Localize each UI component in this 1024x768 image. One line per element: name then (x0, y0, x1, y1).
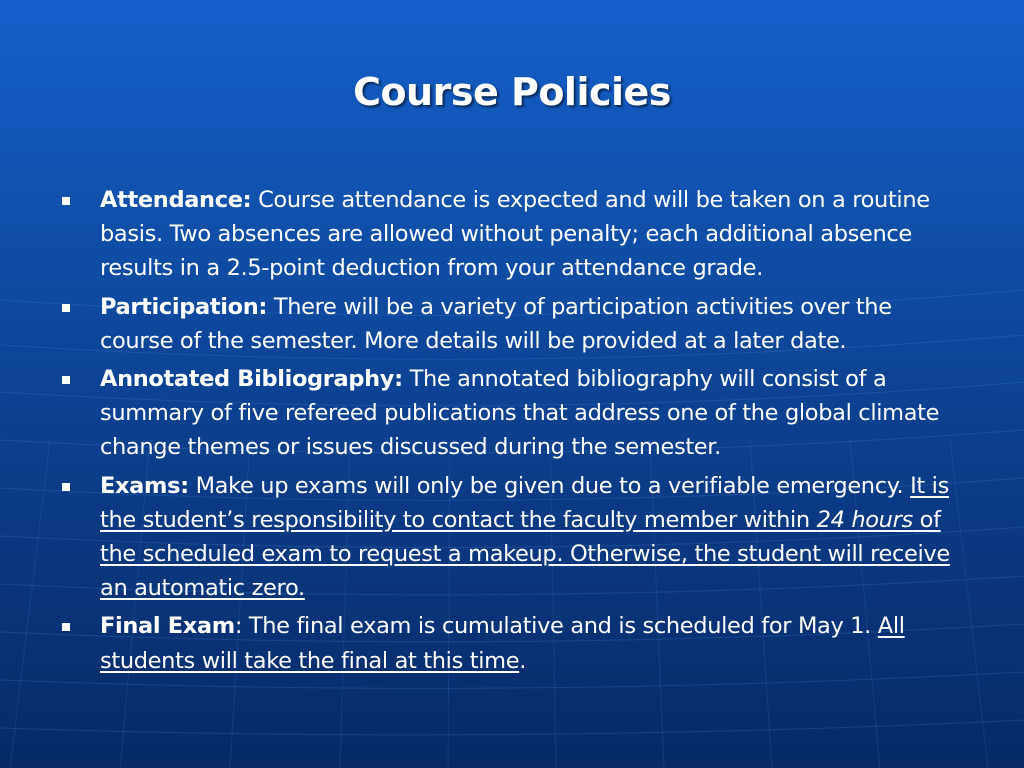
item-label: Final Exam (100, 613, 235, 640)
square-bullet-icon (62, 197, 70, 205)
item-label: Attendance: (100, 187, 252, 213)
slide-title: Course Policies (353, 70, 671, 114)
item-end: . (519, 647, 526, 674)
square-bullet-icon (62, 304, 70, 312)
underlined-text: of the scheduled exam to request a makeup. Otherwise, the student will receive an automatic zero. (100, 506, 950, 602)
item-text: The annotated bibliography will consist of a summary of five refereed publications that address one of the global climate change themes or issues discussed during the semester. (100, 366, 940, 461)
item-text: There will be a variety of participation activities over the course of the semester. More details will be provided at a later date. (100, 293, 892, 354)
item-text: Course attendance is expected and will be taken on a routine basis. Two absences are allowed without penalty; each additional absence results in a 2.5-point deduction from your attendance grade. (100, 187, 930, 282)
list-item-participation (62, 290, 967, 358)
item-label: Participation: (100, 293, 268, 320)
underlined-text: It is the student’s responsibility to contact the faculty member within (100, 472, 949, 533)
list-item-attendance (62, 183, 967, 286)
list-item-exams (62, 469, 967, 606)
list-item-annotated-bibliography (62, 362, 967, 465)
list-item-final-exam (62, 609, 967, 677)
policy-list (62, 183, 967, 682)
square-bullet-icon (62, 623, 70, 631)
item-label: Exams: (100, 472, 189, 499)
emphasized-text: 24 hours (816, 506, 913, 533)
item-colon: : (234, 613, 243, 640)
square-bullet-icon (62, 376, 70, 384)
item-label: Annotated Bibliography: (100, 366, 403, 393)
square-bullet-icon (62, 483, 70, 491)
item-text: The final exam is cumulative and is scheduled for May 1. (242, 613, 878, 640)
item-text: Make up exams will only be given due to a verifiable emergency. (188, 472, 911, 499)
underlined-text: All students will take the final at this time (100, 613, 905, 674)
